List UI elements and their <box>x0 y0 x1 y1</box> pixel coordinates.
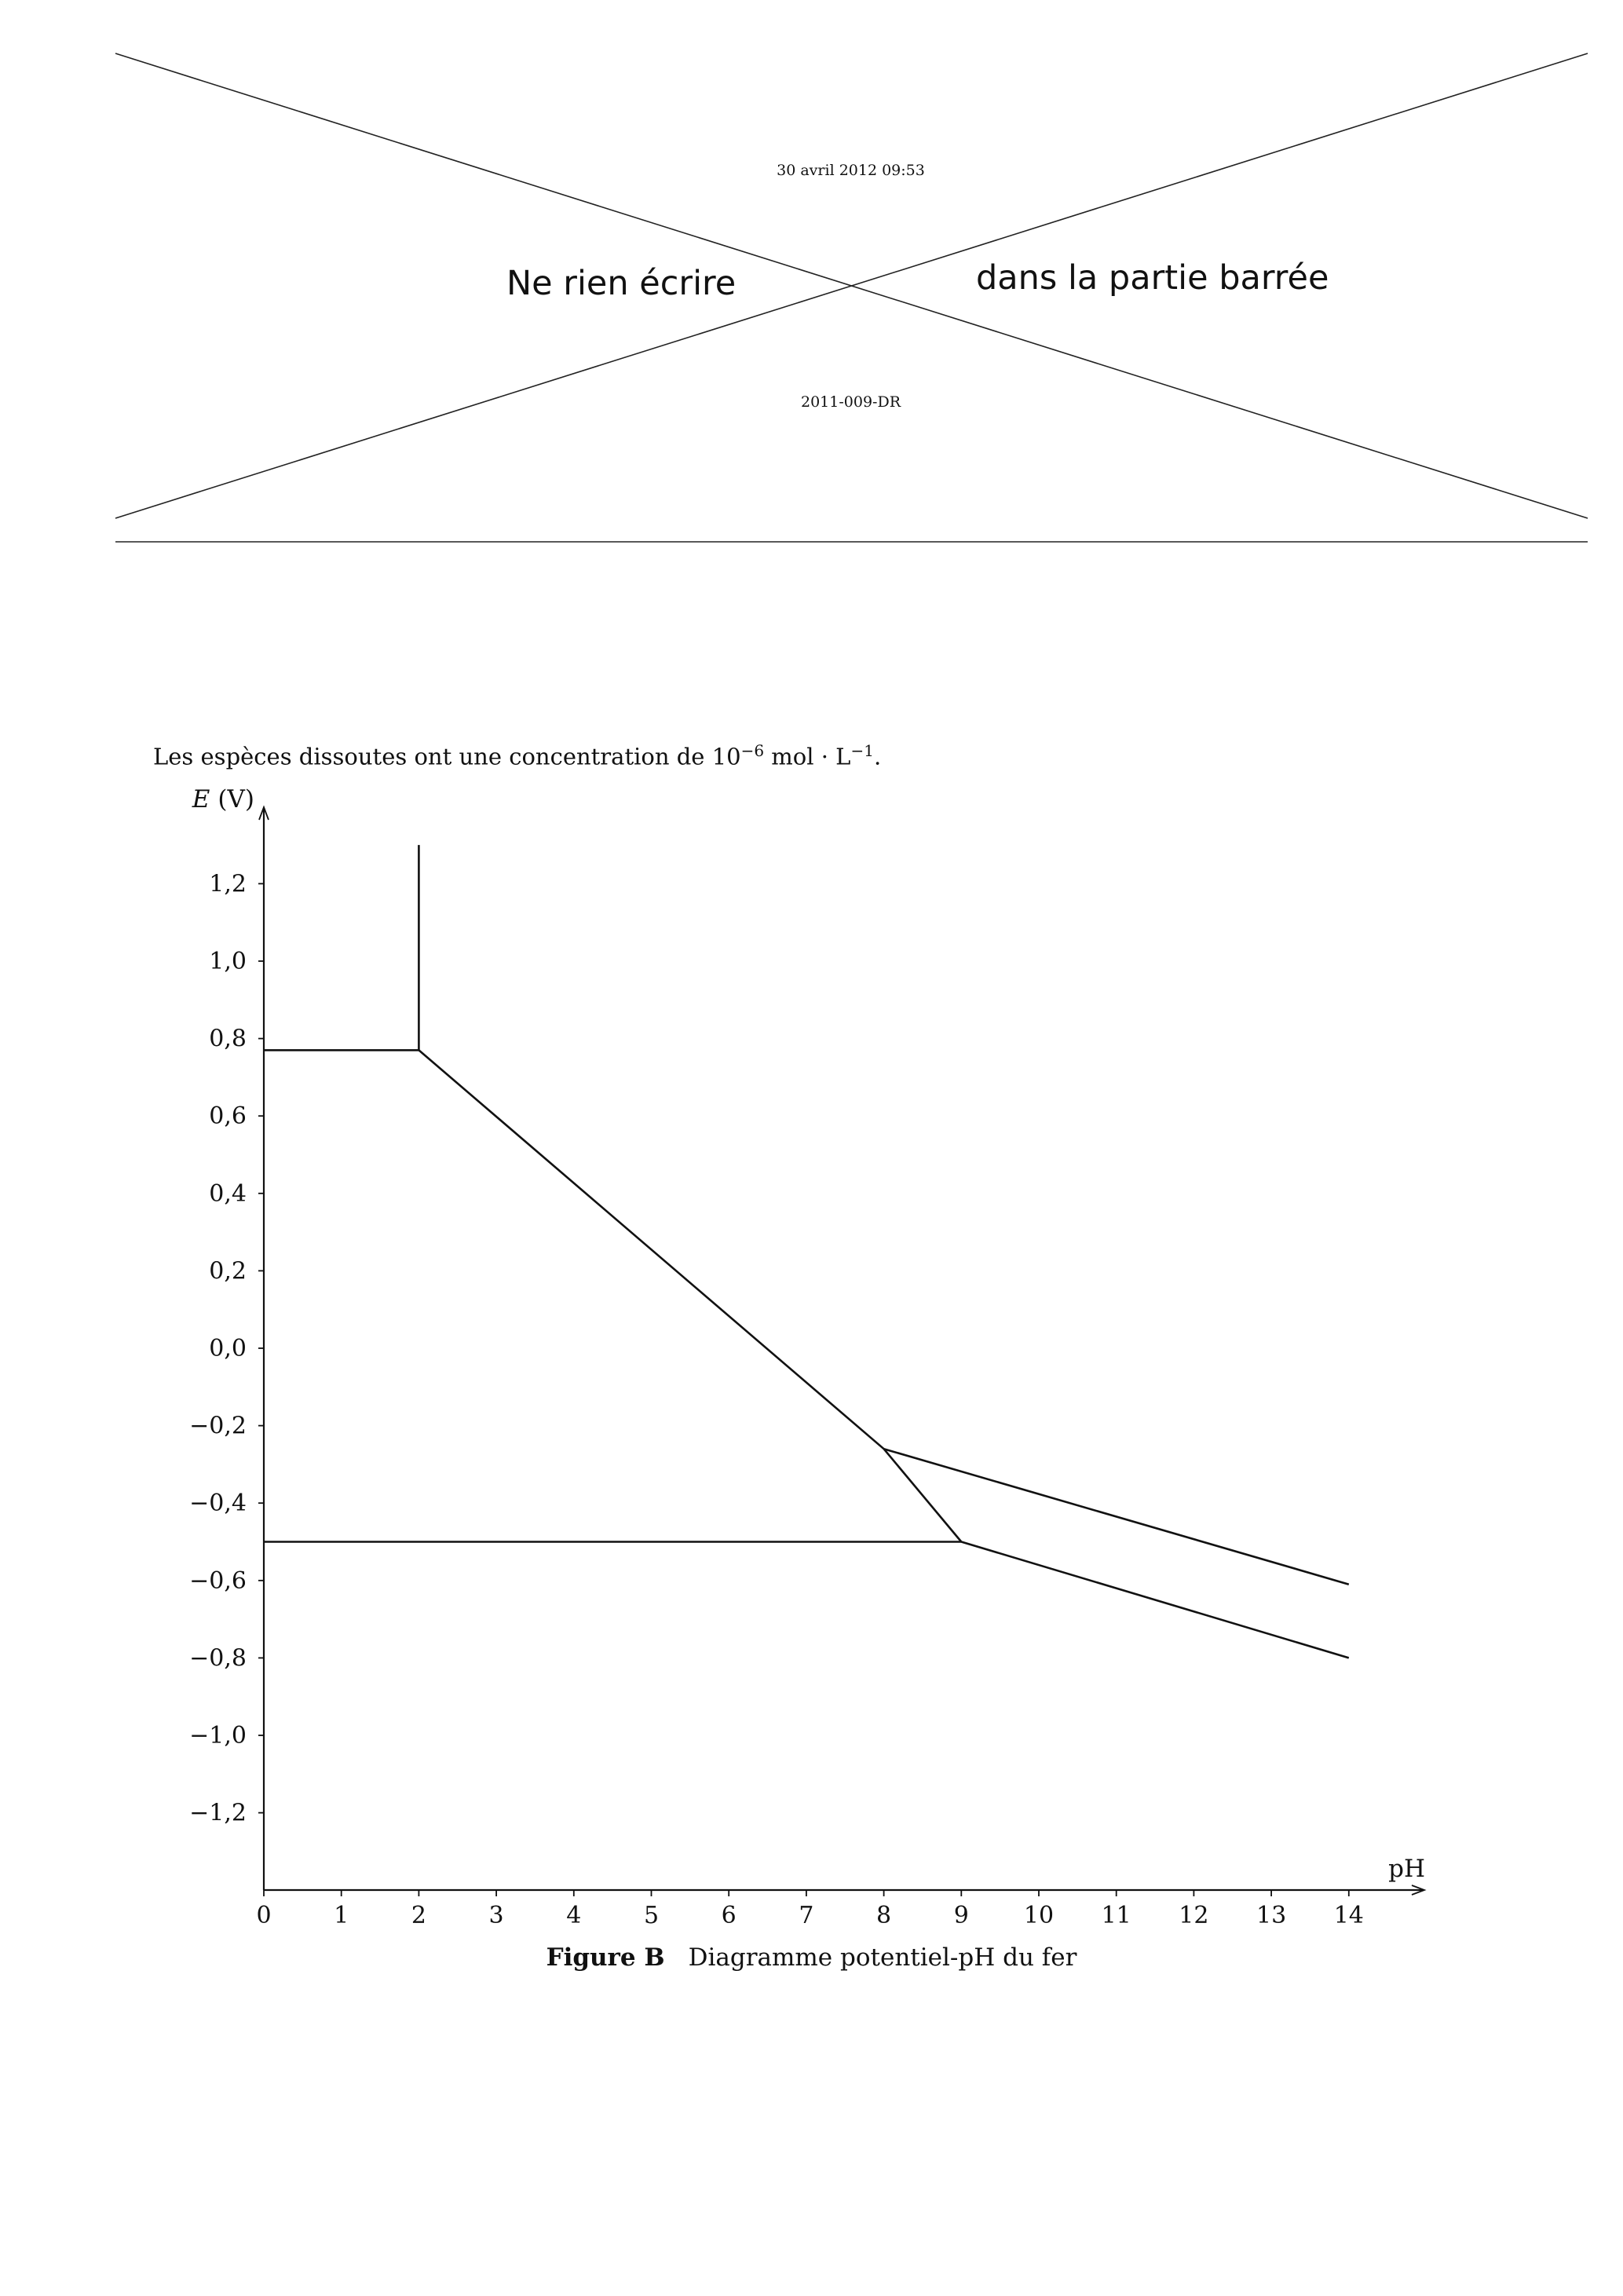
ticks <box>189 870 1364 1924</box>
intro-suffix: . <box>873 743 882 770</box>
header-code: 2011-009-DR <box>801 393 901 411</box>
y-tick-label-12: −1,2 <box>189 1799 247 1827</box>
series <box>264 845 1349 1658</box>
x-tick-label-9: 9 <box>953 1902 969 1924</box>
y-tick-label-2: 0,8 <box>209 1025 247 1053</box>
y-axis-variable: E <box>192 785 210 813</box>
y-tick-label-9: −0,6 <box>189 1567 247 1595</box>
boundary-line-3 <box>884 1449 1349 1585</box>
x-tick-label-12: 12 <box>1179 1902 1209 1924</box>
intro-prefix: Les espèces dissoutes ont une concentration de 10 <box>153 743 741 770</box>
x-axis-label: pH <box>1388 1855 1425 1883</box>
intro-middle: mol · L <box>764 743 851 770</box>
y-tick-label-10: −0,8 <box>189 1644 247 1673</box>
header-notice-right: dans la partie barrée <box>976 258 1329 298</box>
y-tick-label-7: −0,2 <box>189 1412 247 1440</box>
barred-header-area <box>0 0 1623 565</box>
x-tick-label-0: 0 <box>256 1902 272 1924</box>
y-axis-unit: (V) <box>217 785 254 813</box>
boundary-line-6 <box>961 1542 1349 1658</box>
intro-exponent-unit: −1 <box>850 741 874 760</box>
y-tick-label-0: 1,2 <box>209 870 247 898</box>
boundary-line-4 <box>884 1449 962 1541</box>
x-tick-label-13: 13 <box>1256 1902 1287 1924</box>
x-tick-label-4: 4 <box>566 1902 582 1924</box>
potential-ph-chart <box>0 743 1623 1924</box>
figure-caption <box>0 1943 1623 1972</box>
x-tick-label-10: 10 <box>1023 1902 1055 1924</box>
x-tick-label-11: 11 <box>1101 1902 1131 1924</box>
x-tick-label-3: 3 <box>488 1902 504 1924</box>
x-tick-label-14: 14 <box>1333 1902 1364 1924</box>
header-date: 30 avril 2012 09:53 <box>777 162 925 179</box>
y-tick-label-11: −1,0 <box>189 1722 247 1749</box>
x-tick-label-5: 5 <box>643 1902 660 1924</box>
figure-title: Diagramme potentiel-pH du fer <box>688 1943 1077 1972</box>
x-tick-label-2: 2 <box>411 1902 426 1924</box>
y-tick-label-5: 0,2 <box>209 1257 247 1285</box>
y-tick-label-6: 0,0 <box>209 1335 247 1362</box>
y-tick-label-3: 0,6 <box>209 1102 247 1131</box>
x-tick-label-1: 1 <box>334 1902 349 1924</box>
header-notice-left: Ne rien écrire <box>506 264 737 303</box>
y-tick-label-8: −0,4 <box>189 1490 247 1518</box>
y-tick-label-1: 1,0 <box>209 948 247 975</box>
boundary-line-2 <box>419 1050 883 1449</box>
x-tick-label-8: 8 <box>876 1902 892 1924</box>
x-tick-label-6: 6 <box>721 1902 737 1924</box>
y-tick-label-4: 0,4 <box>209 1179 247 1208</box>
intro-exponent-concentration: −6 <box>740 741 765 760</box>
y-axis-label <box>192 785 254 813</box>
axes <box>192 785 1425 1895</box>
x-tick-label-7: 7 <box>799 1902 814 1924</box>
figure-label: Figure B <box>546 1943 665 1972</box>
